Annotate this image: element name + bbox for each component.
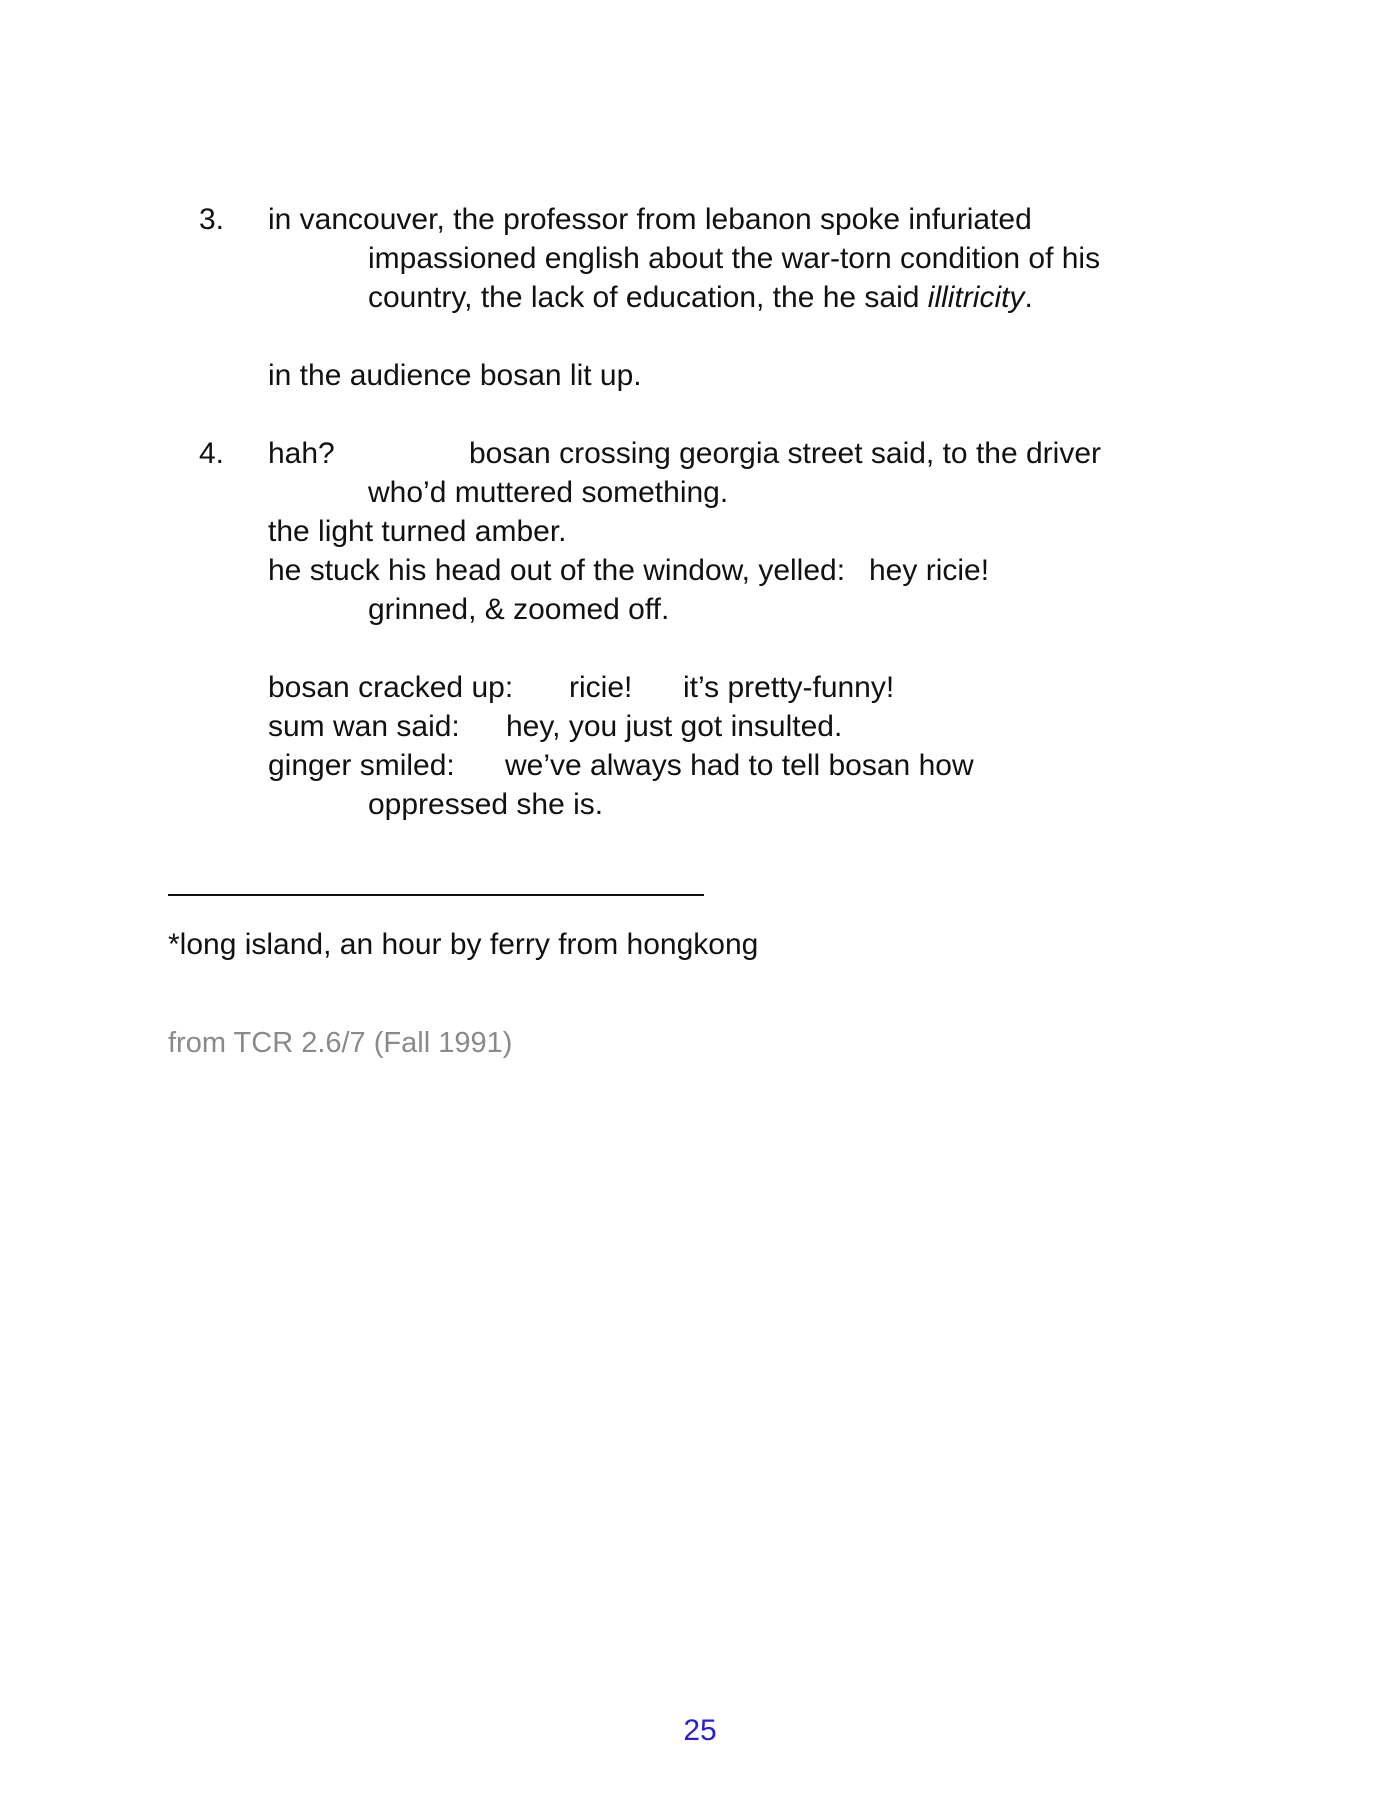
footnote: *long island, an hour by ferry from hongkong xyxy=(168,928,759,961)
poem-line: the light turned amber. xyxy=(268,515,567,548)
poem-line-text: it’s pretty-funny! xyxy=(683,671,895,704)
poem-line: grinned, & zoomed off. xyxy=(368,593,670,626)
poem-line: impassioned english about the war-torn condition of his xyxy=(368,242,1101,275)
poem-line-text: we’ve always had to tell bosan how xyxy=(505,749,974,782)
section-number-3: 3. xyxy=(199,203,225,236)
poem-line-text: ricie! xyxy=(569,671,633,704)
poem-line xyxy=(268,747,1268,785)
poem-line-text: hey, you just got insulted. xyxy=(506,710,843,743)
poem-line-text: hey ricie! xyxy=(869,554,990,587)
poem-line: in the audience bosan lit up. xyxy=(268,359,642,392)
poem-line: who’d muttered something. xyxy=(368,476,729,509)
poem-line-text: sum wan said: xyxy=(268,710,460,743)
poem-line-text: country, the lack of education, the he said xyxy=(368,281,928,314)
poem-line xyxy=(268,669,1268,707)
poem-line-text: he stuck his head out of the window, yelled: xyxy=(268,554,846,587)
poem-line: in vancouver, the professor from lebanon spoke infuriated xyxy=(268,203,1032,236)
poem-line-text: bosan cracked up: xyxy=(268,671,514,704)
page-number: 25 xyxy=(683,1714,717,1747)
section-number-4: 4. xyxy=(199,437,225,470)
poem-line-text: hah? xyxy=(268,437,335,470)
italic-word: illitricity xyxy=(927,281,1025,314)
poem-line-text: bosan crossing georgia street said, to the driver xyxy=(469,437,1102,470)
poem-line xyxy=(268,708,1268,746)
poem-line xyxy=(368,279,1033,317)
poem-line-text: ginger smiled: xyxy=(268,749,455,782)
poem-line: oppressed she is. xyxy=(368,788,604,821)
poem-line-punct: . xyxy=(1024,281,1033,314)
footnote-divider xyxy=(168,894,704,896)
source-citation: from TCR 2.6/7 (Fall 1991) xyxy=(168,1027,513,1059)
poem-line xyxy=(268,435,1268,473)
poem-line xyxy=(268,552,1268,590)
